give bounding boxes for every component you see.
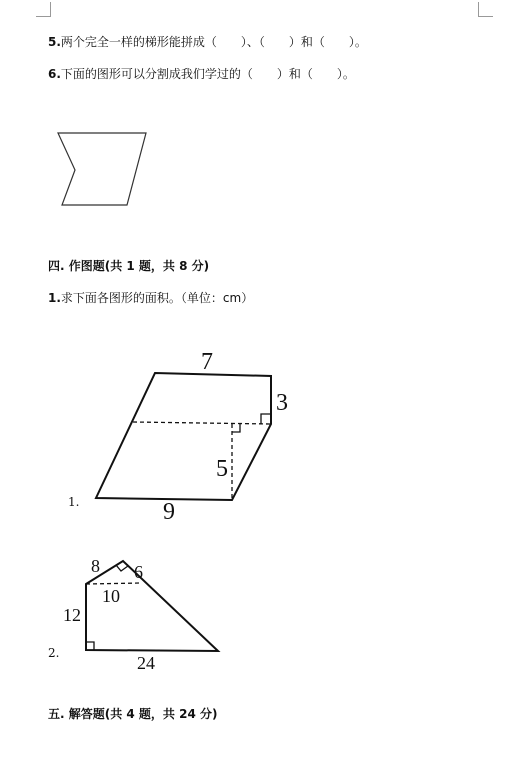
figure2-dim-top-right: 6 [134, 562, 143, 582]
question-number: 6. [48, 67, 61, 81]
figure2-label: 2. [48, 646, 60, 660]
figure1-dim-height: 5 [216, 456, 228, 482]
section-4-question-1 [48, 289, 253, 306]
question-text: 下面的图形可以分割成我们学过的（ ）和（ ）。 [60, 67, 355, 81]
figure1-dim-right: 3 [276, 390, 288, 416]
question-number: 1. [48, 291, 61, 305]
figure2-dim-top-left: 8 [91, 556, 100, 576]
section-4-heading: 四. 作图题(共 1 题，共 8 分) [48, 259, 210, 273]
figure1-label: 1. [68, 495, 80, 509]
q6-composite-shape [58, 133, 146, 205]
figure2-shape [86, 561, 218, 651]
question-number: 5. [48, 35, 61, 49]
figure2-dim-middle: 10 [102, 586, 120, 606]
question-text: 求下面各图形的面积。（单位：cm） [60, 291, 254, 305]
figure2-dim-left: 12 [63, 605, 81, 625]
figure1-dim-bottom: 9 [163, 499, 175, 525]
section-5-heading: 五. 解答题(共 4 题，共 24 分) [48, 707, 218, 721]
figure1-dim-top: 7 [201, 349, 213, 375]
figure2-dim-bottom: 24 [137, 653, 155, 673]
figure1-trapezoid [96, 373, 271, 500]
question-text: 两个完全一样的梯形能拼成（ ）、（ ）和（ ）。 [60, 35, 367, 49]
